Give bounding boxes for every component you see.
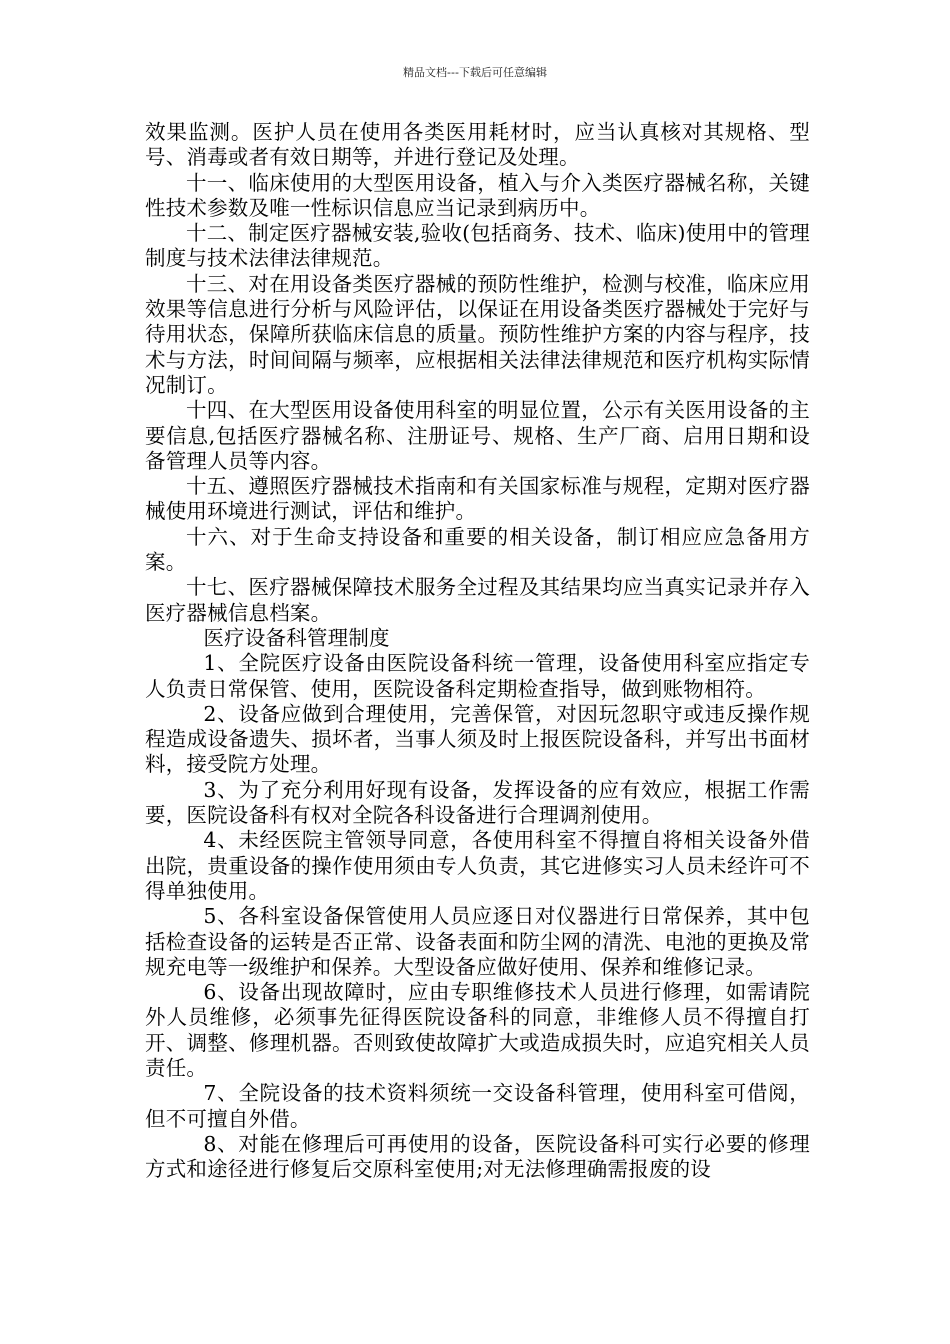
rule-item-5: 5、各科室设备保管使用人员应逐日对仪器进行日常保养，其中包括检查设备的运转是否正常、设备表面和防尘网的清洗、电池的更换及常规充电等一级维护和保养。大型设备应做好使用、保养和维修记录。 (145, 904, 810, 979)
paragraph-item-11: 十一、临床使用的大型医用设备，植入与介入类医疗器械名称，关键性技术参数及唯一性标识信息应当记录到病历中。 (145, 170, 810, 220)
rule-item-7: 7、全院设备的技术资料须统一交设备科管理，使用科室可借阅，但不可擅自外借。 (145, 1081, 810, 1131)
paragraph-item-13: 十三、对在用设备类医疗器械的预防性维护，检测与校准，临床应用效果等信息进行分析与风险评估，以保证在用设备类医疗器械处于完好与待用状态，保障所获临床信息的质量。预防性维护方案的内容与程序，技术与方法，时间间隔与频率，应根据相关法律法律规范和医疗机构实际情况制订。 (145, 271, 810, 397)
rule-item-3: 3、为了充分利用好现有设备，发挥设备的应有效应，根据工作需要，医院设备科有权对全院各科设备进行合理调剂使用。 (145, 777, 810, 828)
section-heading: 医疗设备科管理制度 (203, 625, 390, 650)
paragraph-item-15: 十五、遵照医疗器械技术指南和有关国家标准与规程，定期对医疗器械使用环境进行测试，评估和维护。 (145, 474, 810, 524)
rule-item-2: 2、设备应做到合理使用，完善保管，对因玩忽职守或违反操作规程造成设备遗失、损坏者，当事人须及时上报医院设备科，并写出书面材料，接受院方处理。 (145, 701, 810, 777)
rule-item-1: 1、全院医疗设备由医院设备科统一管理，设备使用科室应指定专人负责日常保管、使用，医院设备科定期检查指导，做到账物相符。 (145, 651, 810, 701)
document-body (145, 120, 810, 1182)
paragraph-item-17: 十七、医疗器械保障技术服务全过程及其结果均应当真实记录并存入医疗器械信息档案。 (145, 575, 810, 625)
rule-item-4: 4、未经医院主管领导同意，各使用科室不得擅自将相关设备外借出院，贵重设备的操作使用须由专人负责，其它进修实习人员未经许可不得单独使用。 (145, 828, 810, 903)
rule-item-6: 6、设备出现故障时，应由专职维修技术人员进行修理，如需请院外人员维修，必须事先征得医院设备科的同意，非维修人员不得擅自打开、调整、修理机器。否则致使故障扩大或造成损失时，应追究相关人员责任。 (145, 980, 810, 1080)
paragraph-item-14: 十四、在大型医用设备使用科室的明显位置，公示有关医用设备的主要信息,包括医疗器械名称、注册证号、规格、生产厂商、启用日期和设备管理人员等内容。 (145, 398, 810, 473)
paragraph-item-12: 十二、制定医疗器械安装,验收(包括商务、技术、临床)使用中的管理制度与技术法律法律规范。 (145, 221, 810, 271)
paragraph-continuation: 效果监测。医护人员在使用各类医用耗材时，应当认真核对其规格、型号、消毒或者有效日期等，并进行登记及处理。 (145, 120, 810, 170)
paragraph-item-16: 十六、对于生命支持设备和重要的相关设备，制订相应应急备用方案。 (145, 524, 810, 575)
rule-item-8: 8、对能在修理后可再使用的设备，医院设备科可实行必要的修理方式和途径进行修复后交原科室使用;对无法修理确需报废的设 (145, 1131, 810, 1182)
page-header: 精品文档---下载后可任意编辑 (403, 66, 547, 79)
